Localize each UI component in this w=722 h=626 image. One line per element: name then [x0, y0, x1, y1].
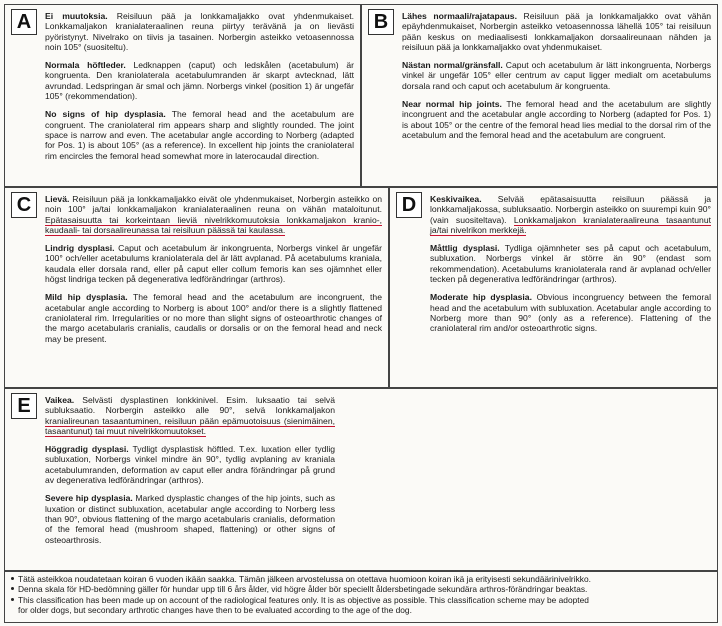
footnote: Denna skala för HD-bedömning gäller för hundar upp till 6 års ålder, vid högre ålder bör speciellt åldersbetingade sekundära arthros-förändringar beaktas.	[11, 584, 711, 594]
grade-letter: E	[11, 393, 37, 419]
finnish-description: Ei muutoksia. Reisiluun pää ja lonkkamaljakko ovat yhdenmukaiset. Lonkkamaljakon kranialateraalinen reuna piirtyy terävänä ja on lievästi pyöristynyt. Nivelrako on tiivis ja tasainen. Norbergin asteikko vetoasennossa noin 105° (suositeltu).	[45, 11, 355, 52]
finnish-description: Lähes normaali/rajatapaus. Reisiluun pää ja lonkkamaljakko ovat vähän epäyhdenmukaiset, Norbergin asteikko vetoasennossa lähellä 105° tai reisiluun pään keskus on mediaalisesti lonkkamaljakon dorsaalireunaan nähden ja reisiluun pää ja lonkkamaljakko ovat yhdenmukaiset.	[402, 11, 711, 52]
english-description: No signs of hip dysplasia. The femoral head and the acetabulum are congruent. The craniolateral rim appears sharp and slightly rounded. The joint space is narrow and even. The acetabular angle according to Norberg (adapted for Pos. 1) is about 105° (as a reference). In excellent hip joints the craniolateral rim encircles the femoral head somewhat more in laterocaudal direction.	[45, 109, 354, 161]
grade-b-box	[361, 4, 718, 187]
footnote: This classification has been made up on account of the radiological features only. It is as objective as possible. This classification scheme may be adopted	[11, 595, 711, 605]
underlined-criteria: Lonkkamaljakon kranialateraalireuna tasaantunut ja/tai nivelrikon merkkejä.	[430, 214, 712, 235]
swedish-description: Höggradig dysplasi. Tydligt dysplastisk höftled. T.ex. luxation eller tydlig subluxation, Norbergs vinkel mindre än 90°, tydlig avplaning av kraniala acetabulumranden, deformation av caput eller andra förändringar på grund av degenerativa ledförändringar (arthros).	[45, 444, 336, 486]
swedish-description: Nästan normal/gränsfall. Caput och acetabulum är lätt inkongruenta, Norbergs vinkel är ungefär 105° eller centrum av caput ligger medialt om acetabulums dorsala rand och caput och acetabulum är kongruenta.	[402, 60, 711, 91]
english-description: Mild hip dysplasia. The femoral head and the acetabulum are incongruent, the acetabular angle according to Norberg is about 100° and/or there is a slightly flattened craniolateral rim. Irregularities or no more than slight signs of osteoarthrotic changes of the margo acetabularis cranialis, caudalis or dorsalis or on the femoral head and neck may be present.	[45, 292, 382, 344]
footnote: Tätä asteikkoa noudatetaan koiran 6 vuoden ikään saakka. Tämän jälkeen arvostelussa on otettava huomioon koiran ikä ja erityisesti sekundäärinivelrikko.	[11, 574, 711, 584]
footnote: for older dogs, but secondary arthrotic changes have then to be evaluated according to the age of the dog.	[18, 605, 412, 616]
grade-e-box	[4, 388, 718, 571]
grade-letter: A	[11, 9, 37, 35]
finnish-description: Vaikea. Selvästi dysplastinen lonkkinivel. Esim. luksaatio tai selvä subluksaatio. Norbergin asteikko alle 90°, selvä lonkkamaljakon kranialireunan tasaantuminen, reisiluun pään epämuotoisuus (sienimäinen, tasaantunut) tai muut nivelrikkomuutokset.	[45, 395, 335, 436]
grade-a-box	[4, 4, 361, 187]
grade-c-box	[4, 187, 389, 388]
english-description: Severe hip dysplasia. Marked dysplastic changes of the hip joints, such as luxation or distinct subluxation, acetabular angle according to Norberg less than 90°, obvious flattening of the margo acetabularis cranialis, deformation of the femoral head (mushroom shaped, flattening) or other signs of osteoarthrosis.	[45, 493, 336, 545]
finnish-description: Lievä. Reisiluun pää ja lonkkamaljakko eivät ole yhdenmukaiset, Norbergin asteikko on noin 100° ja/tai lonkkamaljakon kranialateraalinen reuna on vähän mataloitunut. Epätasaisuutta tai korkeintaan lieviä nivelrikkomuutoksia lonkkamaljakon kranio-, kaudaali- tai dorsaalireunassa tai reisiluun päässä tai kaulassa.	[45, 194, 382, 235]
underlined-criteria: kranialireunan tasaantuminen, reisiluun pään epämuotoisuus (sienimäinen, tasaantunut) tai muut nivelrikkomuutokset.	[45, 415, 335, 436]
finnish-description: Keskivaikea. Selvää epätasaisuutta reisiluun päässä ja lonkkamaljakossa, subluksaatio. Norbergin asteikko on suurempi kuin 90° (vain suositeltava). Lonkkamaljakon kranialateraalireuna tasaantunut ja/tai nivelrikon merkkejä.	[430, 194, 712, 235]
swedish-description: Lindrig dysplasi. Caput och acetabulum är inkongruenta, Norbergs vinkel är ungefär 100° och/eller acetabulums kraniolaterala del är lätt avplanad. På acetabulums kraniala, kaudala eller dorsala rand, eller på caput eller collum femoris kan ses ojämnhet eller högst lindriga tecken på degenerativa ledförändringar (arthros).	[45, 243, 382, 285]
swedish-description: Normala höftleder. Ledknappen (caput) och ledskålen (acetabulum) är kongruenta. Den kraniolaterala acetabulumranden är skarpt avtecknad, lätt avrundad. Ledspringan är smal och jämn. Norbergs vinkel (position 1) är ungefär 105° (rekommendation).	[45, 60, 354, 102]
grade-letter: D	[396, 192, 422, 218]
swedish-description: Måttlig dysplasi. Tydliga ojämnheter ses på caput och acetabulum, subluxation. Norbergs vinkel är större än 90° (endast som rekommendation). Acetabulums kraniolaterala rand är avplanad och/eller tecken på degenerativa ledförändringar (arthros).	[430, 243, 711, 285]
underlined-criteria: Epätasaisuutta tai korkeintaan lieviä nivelrikkomuutoksia lonkkamaljakon kranio-, kaudaali- tai dorsaalireunassa tai reisiluun päässä tai kaulassa.	[45, 214, 382, 235]
english-description: Near normal hip joints. The femoral head and the acetabulum are slightly incongruent and the acetabular angle according to Norberg (adapted for Pos. 1) is about 105° or the centre of the femoral head lies medial to the dorsal rim of the acetabulum and the femoral head and the acetabulum are congruent.	[402, 99, 711, 140]
grade-letter: B	[368, 9, 394, 35]
grade-letter: C	[11, 192, 37, 218]
english-description: Moderate hip dysplasia. Obvious incongruency between the femoral head and the acetabulum with subluxation. Acetabular angle according to Norberg more than 90° (only as a reference). Flattening of the craniolateral rim and/or osteoarthrotic signs.	[430, 292, 711, 334]
grade-d-box	[389, 187, 718, 388]
footnotes	[4, 571, 718, 623]
